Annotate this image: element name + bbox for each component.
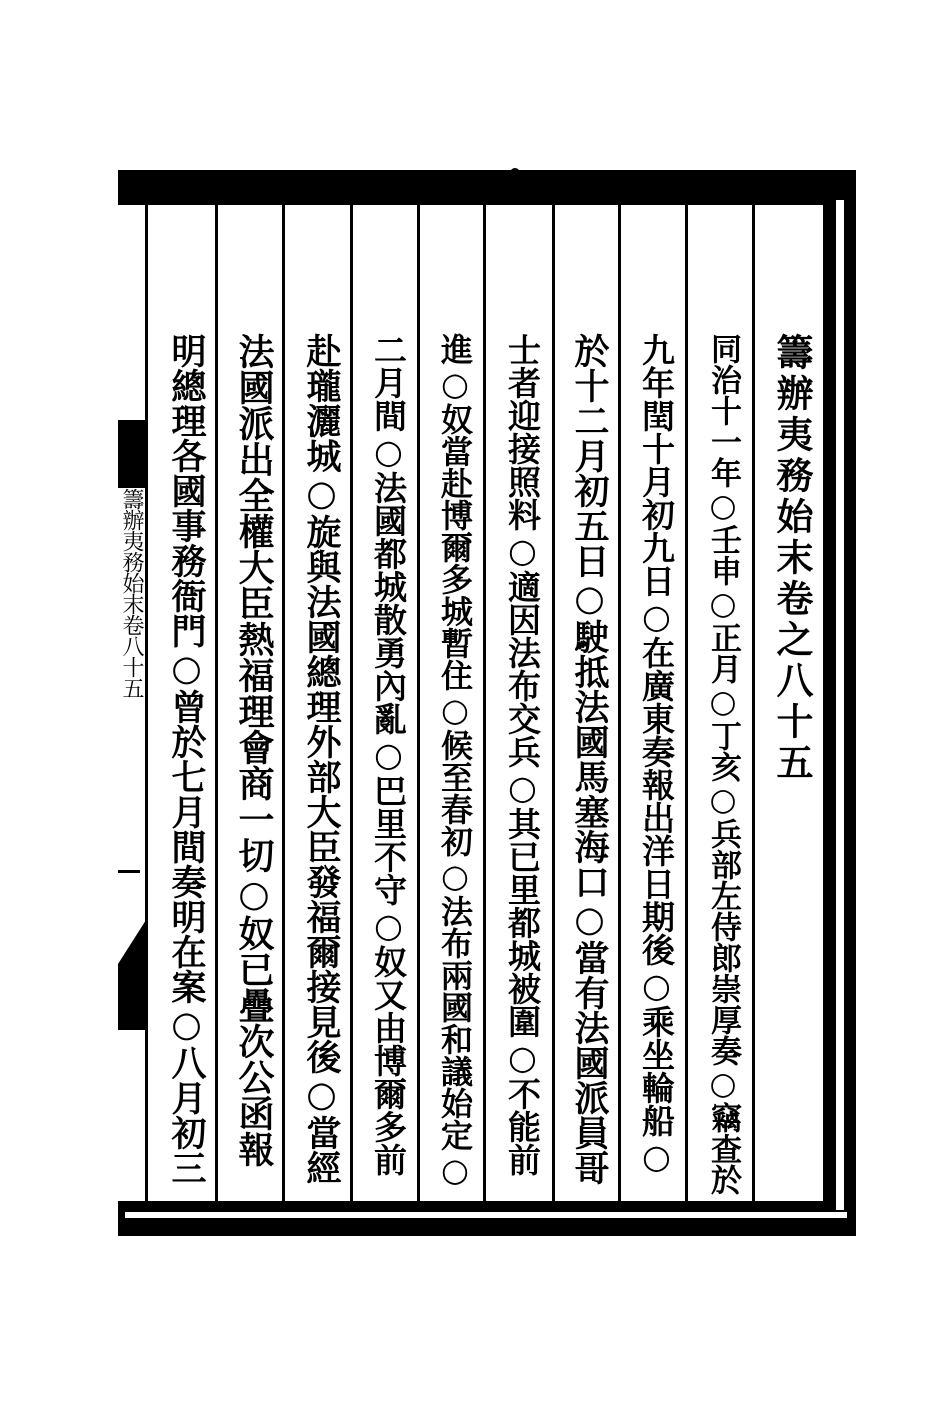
text-column: 明總理各國事務衙門○曾於七月間奏明在案○八月初三	[166, 333, 207, 1185]
text-column: 士者迎接照料○適因法布交兵○其已里都城被圍○不能前	[503, 333, 542, 1176]
spine-tick	[118, 870, 140, 873]
document-title: 籌辦夷務始末卷之八十五	[770, 333, 814, 784]
text-column: 赴瓏灑城○旋與法國總理外部大臣發福爾接見後○當經	[301, 333, 342, 1185]
text-column: 同治十一年○壬申○正月○丁亥○兵部左侍郎崇厚奏○竊查於	[705, 333, 741, 1195]
border-line-right	[823, 205, 827, 1205]
frame-notch	[510, 168, 520, 178]
border-gap-right	[836, 200, 844, 1210]
text-column: 於十二月初五日○駛抵法國馬塞海口○當有法國派員哥	[569, 333, 610, 1185]
spine-label: 籌辦夷務始末卷八十五	[119, 488, 144, 698]
text-column: 九年閏十月初九日○在廣東奏報出洋日期後○乘坐輪船○	[637, 333, 676, 1176]
column-rule	[145, 205, 148, 1201]
column-rule	[552, 205, 555, 1201]
text-column: 進○奴當赴博爾多城暫住○候至春初○法布兩國和議始定○	[436, 333, 474, 1189]
text-column: 法國派出全權大臣熱福理會商一切○奴已疊次公函報	[233, 333, 275, 1167]
spine-strip	[118, 205, 145, 1201]
text-column: 二月間○法國都城散勇內亂○巴里不守○奴又由博爾多前	[369, 333, 408, 1176]
border-gap-bottom	[125, 1212, 847, 1218]
